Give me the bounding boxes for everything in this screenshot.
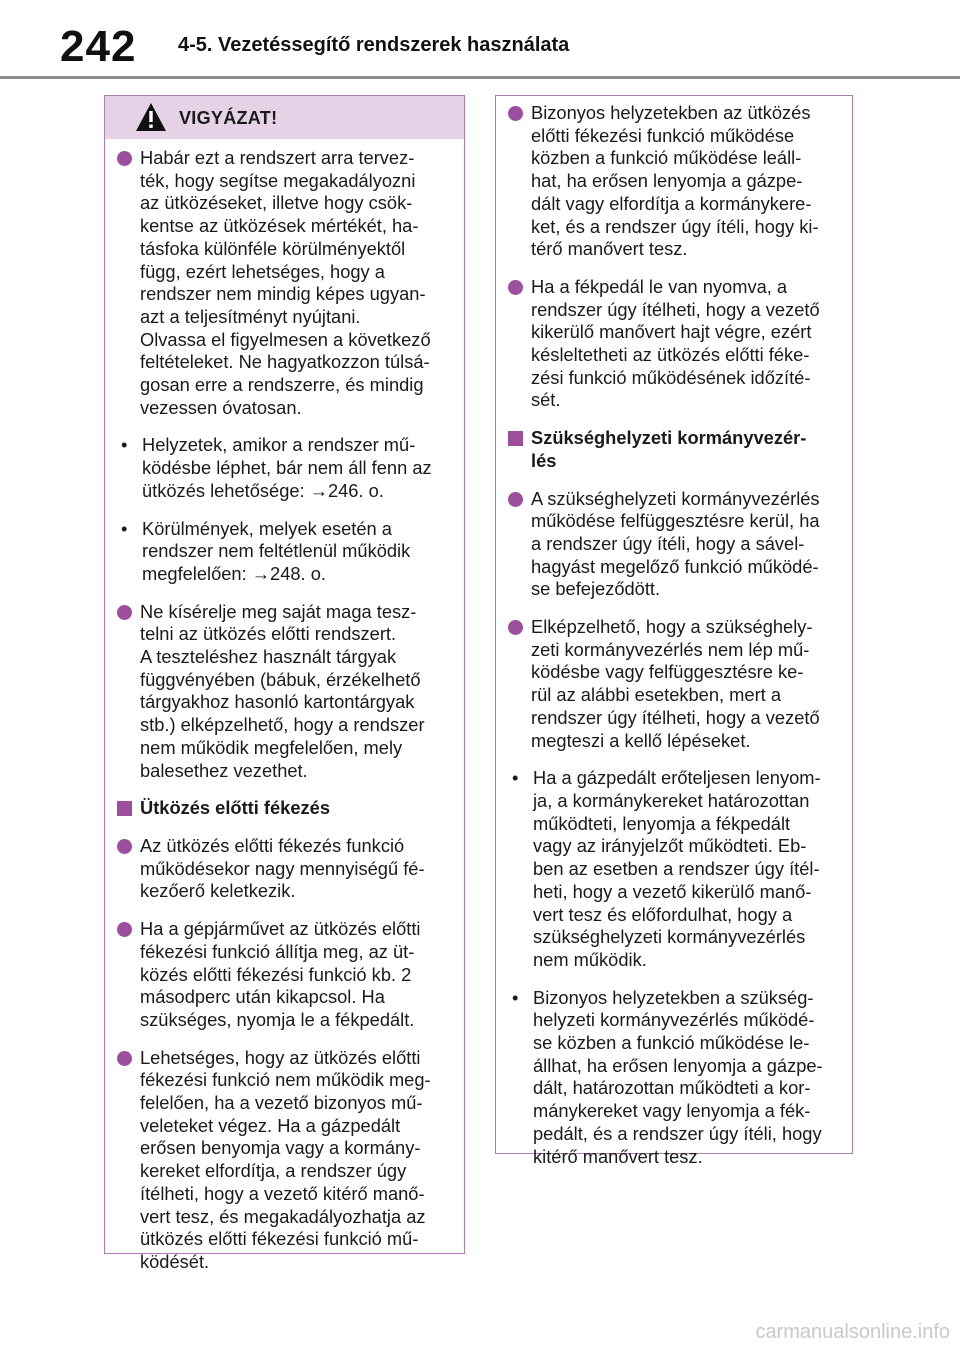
paragraph-text: Ha a gépjárművet az ütközés előtti fékezési funkció állítja meg, az üt- közés előtti fékezési funkció kb. 2 másodperc után kikapcsol. Ha szükséges, nyomja le a fékpedált. bbox=[140, 918, 421, 1030]
watermark-text: carmanualsonline.info bbox=[755, 1321, 950, 1343]
heading-text: Ütközés előtti fékezés bbox=[140, 797, 330, 819]
list-item bbox=[508, 102, 840, 261]
paragraph-text: Lehetséges, hogy az ütközés előtti fékezési funkció nem működik meg- felelően, ha a vezető bizonyos mű- veleteket végez. Ha a gázpedált erősen benyomja vagy a kormány- kereket elfordítja, a rendszer úgy ítélheti, hogy a vezető kitérő manő- vert tesz, és megakadályozhatja az ütközés előtti fékezési funkció mű- ködését. bbox=[140, 1046, 431, 1272]
paragraph-text: Ne kísérelje meg saját maga tesz- telni az ütközés előtti rendszert. A teszteléshez használt tárgyak függvényében (bábuk, érzékelhető tárgyakhoz hasonló kartontárgyak stb.) elképzelhető, hogy a rendszer nem működik megfelelően, mely balesethez vezethet. bbox=[140, 600, 425, 781]
paragraph-text: Körülmények, melyek esetén a rendszer nem feltétlenül működik megfelelően: →248. o. bbox=[142, 517, 411, 584]
list-item bbox=[117, 518, 452, 586]
page-number: 242 bbox=[60, 22, 137, 71]
list-item bbox=[117, 918, 452, 1032]
section-title: 4-5. Vezetéssegítő rendszerek használata bbox=[178, 34, 570, 56]
bullet-mark: • bbox=[512, 767, 519, 789]
square-bullet-icon bbox=[508, 431, 523, 446]
round-bullet-icon bbox=[117, 605, 132, 620]
warning-title: VIGYÁZAT! bbox=[179, 108, 278, 128]
paragraph-text: Az ütközés előtti fékezés funkció működésekor nagy mennyiségű fé- kezőerő keletkezik. bbox=[140, 834, 425, 902]
paragraph-text: Bizonyos helyzetekben az ütközés előtti fékezési funkció működése közben a funkció működése leáll- hat, ha erősen lenyomja a gázpe- dált vagy elfordítja a kormánykere- ket, és a rendszer úgy ítéli, hogy ki- térő manővert tesz. bbox=[531, 102, 819, 260]
paragraph-text: Ha a gázpedált erőteljesen lenyom- ja, a kormánykereket határozottan működteti, lenyomja a fékpedált vagy az irányjelzőt működteti. Eb- ben az esetben a rendszer úgy ítél- heti, hogy a vezető kikerülő manő- vert tesz és előfordulhat, hogy a szükséghelyzeti kormányvezérlés nem működik. bbox=[533, 767, 821, 970]
paragraph-text: Helyzetek, amikor a rendszer mű- ködésbe léphet, bár nem áll fenn az ütközés lehetősége: →246. o. bbox=[142, 434, 432, 501]
warning-body bbox=[105, 139, 464, 1274]
round-bullet-icon bbox=[117, 151, 132, 166]
list-item bbox=[508, 767, 840, 971]
paragraph-text: Bizonyos helyzetekben a szükség- helyzeti kormányvezérlés működé- se közben a funkció működése le- állhat, ha erősen lenyomja a gázpe- dált, határozottan működteti a kor- mánykereket vagy lenyomja a fék- pedált, és a rendszer úgy ítéli, hogy kitérő manővert tesz. bbox=[533, 986, 823, 1167]
paragraph-text: Ha a fékpedál le van nyomva, a rendszer úgy ítélheti, hogy a vezető kikerülő manővert hajt végre, ezért késleltetheti az ütközés előtti féke- zési funkció működésének időzíté- sét. bbox=[531, 275, 820, 411]
bullet-mark: • bbox=[121, 434, 128, 456]
round-bullet-icon bbox=[508, 492, 523, 507]
header-divider bbox=[0, 76, 960, 79]
list-item bbox=[117, 835, 452, 903]
list-item bbox=[117, 147, 452, 419]
round-bullet-icon bbox=[117, 1051, 132, 1066]
paragraph-text: Elképzelhető, hogy a szükséghely- zeti kormányvezérlés nem lép mű- ködésbe vagy felfüggesztésre ke- rül az alábbi esetekben, mert a rendszer úgy ítélheti, hogy a vezető megteszi a kellő lépéseket. bbox=[531, 616, 820, 751]
round-bullet-icon bbox=[508, 620, 523, 635]
round-bullet-icon bbox=[117, 922, 132, 937]
page-header bbox=[0, 0, 960, 80]
paragraph-text: A szükséghelyzeti kormányvezérlés működése felfüggesztésre kerül, ha a rendszer úgy ítéli, hogy a sável- hagyást megelőző funkció működé- se befejeződött. bbox=[531, 487, 820, 600]
list-item bbox=[508, 987, 840, 1169]
list-item bbox=[508, 488, 840, 602]
round-bullet-icon bbox=[508, 280, 523, 295]
bullet-mark: • bbox=[512, 986, 519, 1008]
subsection-heading bbox=[508, 427, 840, 472]
list-item bbox=[117, 434, 452, 502]
round-bullet-icon bbox=[117, 839, 132, 854]
list-item bbox=[508, 616, 840, 752]
paragraph-text: Habár ezt a rendszert arra tervez- ték, hogy segítse megakadályozni az ütközéseket, illetve hogy csök- kentse az ütközések mértékét, ha- tásfoka különféle körülményektől függ, ezért lehetséges, hogy a rendszer nem mindig képes ugyan- azt a teljesítményt nyújtani. Olvassa el figyelmesen a következő feltételeket. Ne hagyatkozzon túlsá- gosan erre a rendszerre, és mindig vezessen óvatosan. bbox=[140, 147, 431, 418]
round-bullet-icon bbox=[508, 106, 523, 121]
warning-body-continued bbox=[496, 96, 852, 1168]
warning-box-continued bbox=[495, 95, 853, 1167]
list-item bbox=[117, 1047, 452, 1274]
list-item bbox=[508, 276, 840, 412]
list-item bbox=[117, 601, 452, 783]
warning-box bbox=[104, 95, 465, 1272]
heading-text: Szükséghelyzeti kormányvezér- lés bbox=[531, 427, 807, 471]
subsection-heading bbox=[117, 797, 452, 820]
square-bullet-icon bbox=[117, 801, 132, 816]
bullet-mark: • bbox=[121, 517, 128, 539]
warning-triangle-icon bbox=[135, 102, 167, 132]
warning-header bbox=[105, 96, 464, 139]
